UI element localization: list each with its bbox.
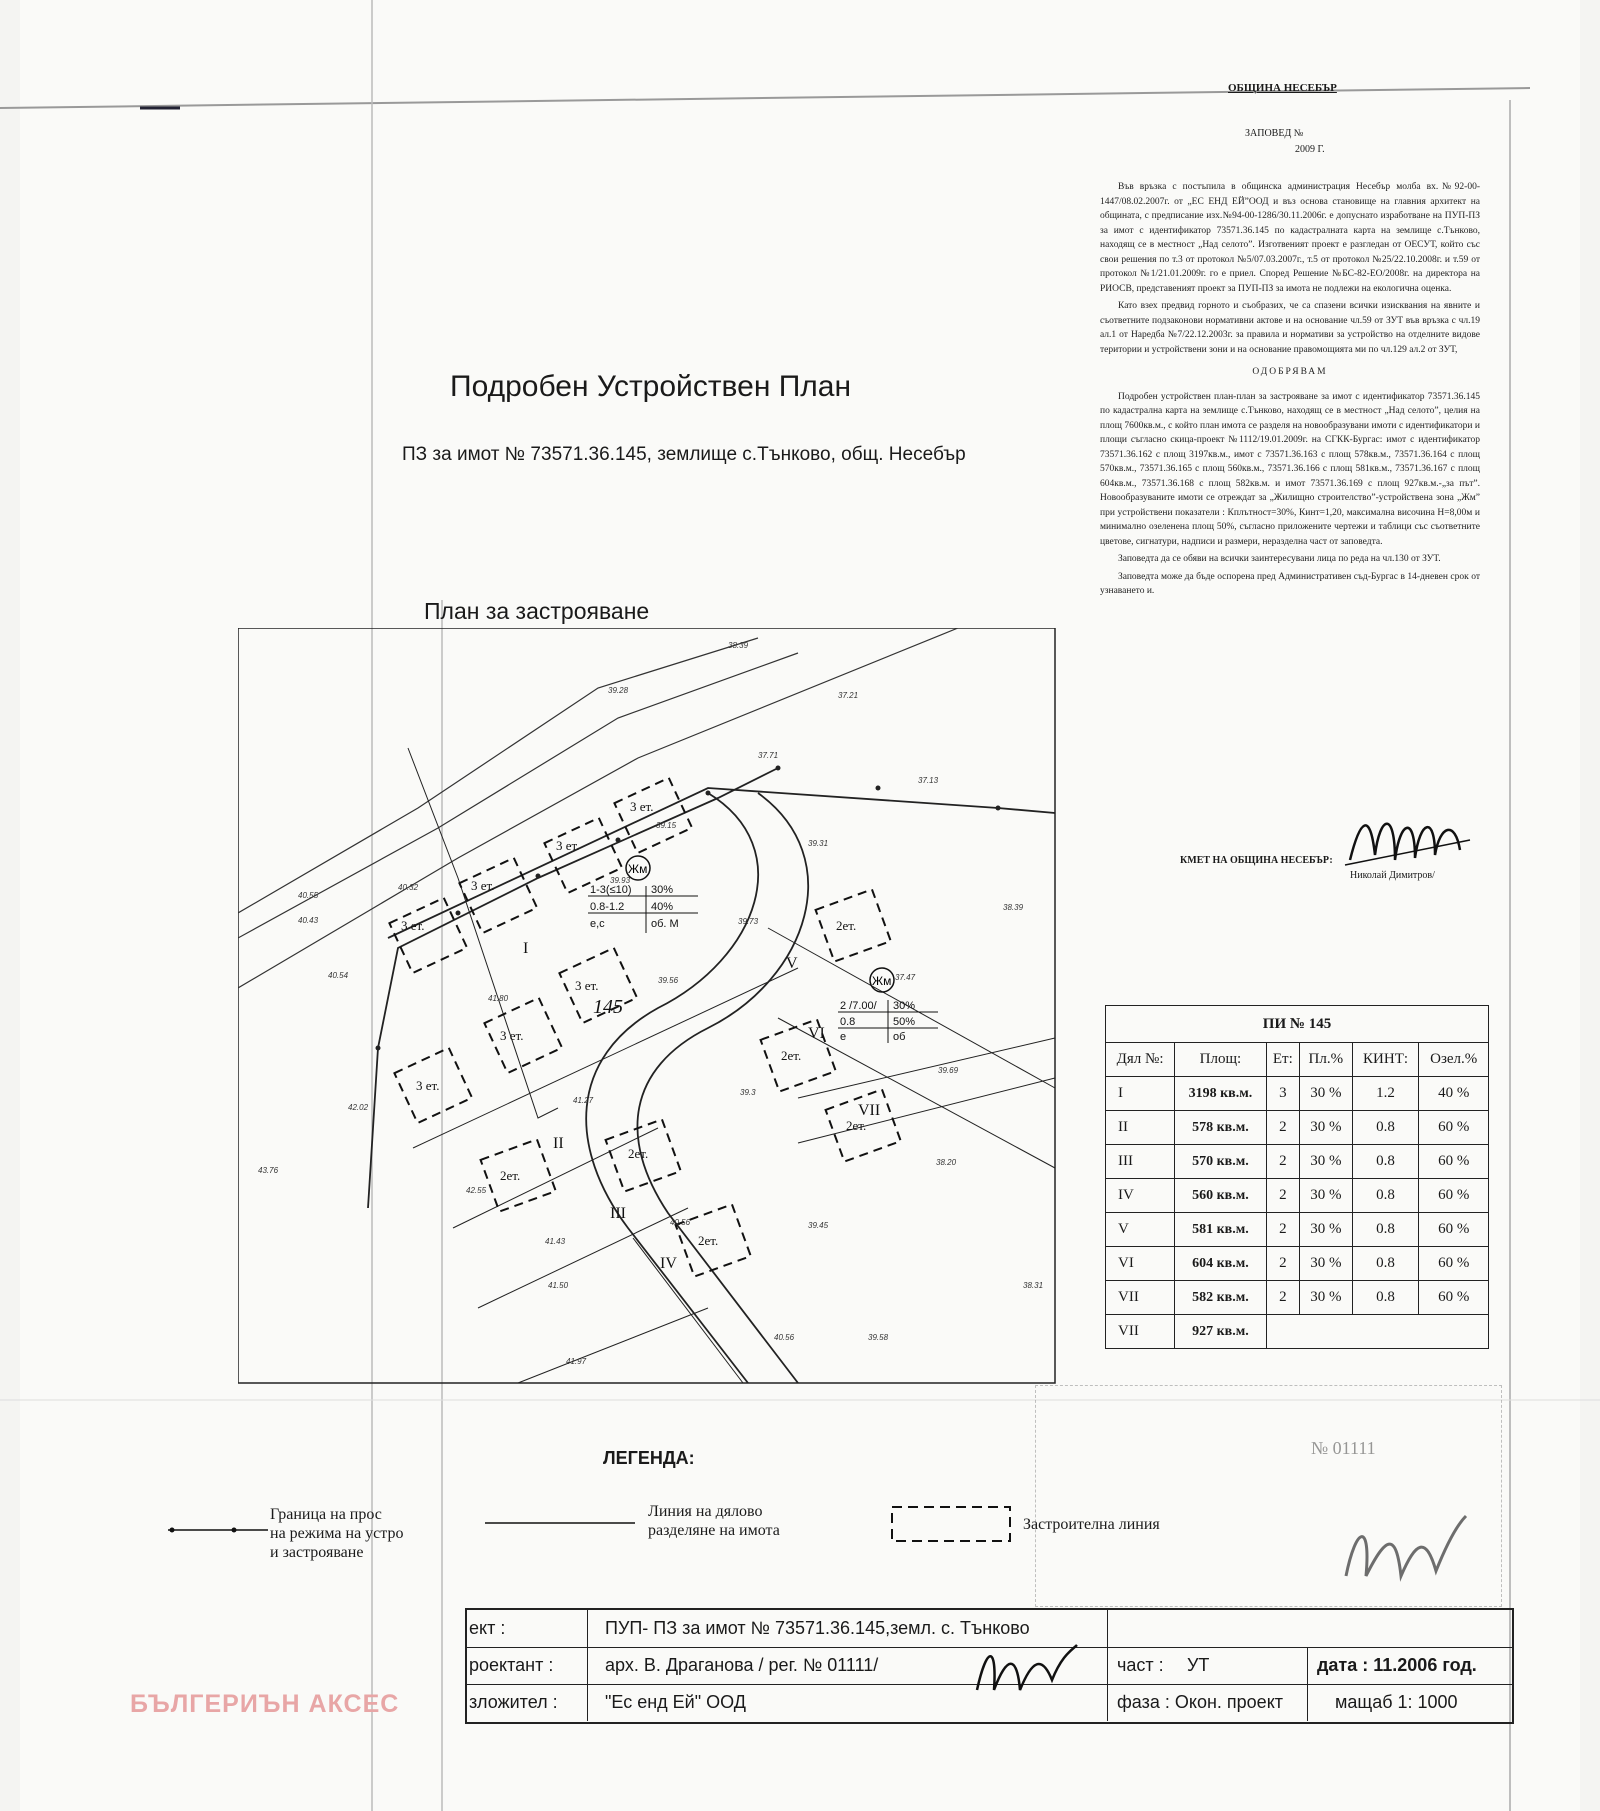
building-label: 2ет. [628, 1146, 649, 1161]
building-label: 3 ет. [556, 838, 580, 853]
mayor-name: Николай Димитров/ [1350, 870, 1435, 881]
svg-text:37.13: 37.13 [918, 776, 939, 785]
table-row: VI 604 кв.м. 2 30 % 0.8 60 % [1106, 1247, 1489, 1281]
road-edge-north [238, 638, 758, 913]
plot-number: 145 [593, 996, 623, 1018]
registration-stamp [1035, 1385, 1502, 1607]
svg-text:об: об [893, 1031, 906, 1043]
svg-text:41.43: 41.43 [545, 1237, 566, 1246]
zone-box-2 [838, 1000, 938, 1043]
lot-divider-1 [413, 968, 798, 1148]
lot-label: III [610, 1205, 626, 1222]
mayor-title: КМЕТ НА ОБЩИНА НЕСЕБЪР: [1180, 855, 1333, 866]
legend-division-label: Линия на дялово разделяне на имота [648, 1503, 780, 1539]
svg-text:42.55: 42.55 [466, 1186, 487, 1195]
scale-value: мащаб 1: 1000 [1335, 1692, 1458, 1712]
site-plan-map [238, 628, 1058, 1388]
svg-text:38.39: 38.39 [1003, 903, 1024, 912]
lot-label: V [786, 955, 798, 972]
order-year: 2009 Г. [1295, 144, 1325, 155]
svg-text:39.73: 39.73 [738, 917, 759, 926]
building-label: 2ет. [836, 918, 857, 933]
part-label: част : [1117, 1655, 1164, 1675]
municipality-header: ОБЩИНА НЕСЕБЪР [1228, 82, 1337, 94]
legend-building-line [890, 1505, 1012, 1543]
map-frame [238, 628, 1055, 1383]
svg-text:37.21: 37.21 [838, 691, 859, 700]
svg-text:37.47: 37.47 [895, 973, 916, 982]
cadastre-line [238, 628, 958, 988]
decree-text [1100, 180, 1480, 602]
table-title: ПИ № 145 [1106, 1006, 1489, 1043]
svg-text:39.15: 39.15 [656, 821, 677, 830]
part-value: УТ [1187, 1655, 1210, 1675]
svg-text:е: е [840, 1031, 847, 1043]
svg-text:30%: 30% [893, 1000, 916, 1012]
column-header: Озел.% [1419, 1043, 1489, 1077]
decree-intro: Във връзка с постъпила в общинска администрация Несебър молба вх.№92-00-1447/08.02.2007г. от „ЕС ЕНД ЕЙ”ООД и въз основа становище на главния архитект на общината, с предписание изх.№94-00-1286/30.11.2006г. е допуснато изработване на ПУП-ПЗ за имот с идентификатор 73571.36.145 по кадастралната карта на землище с.Тънково, находящ се в местност „Над селото”. Изготвеният проект е разгледан от ОЕСУТ, който със свои решения по т.3 от протокол №5/07.03.2007г., т.5 от протокол №25/22.10.2008г. и т.59 от протокол №1/21.01.2009г. го е приел. Според Решение №БС-82-ЕО/2008г. на директора на РИОСВ, представеният проект за ПУП-ПЗ за имота не подлежи на екологична оценка. [1100, 182, 1480, 294]
svg-text:39.45: 39.45 [808, 1221, 829, 1230]
mayor-signature [1340, 800, 1480, 880]
svg-text:40.55: 40.55 [298, 891, 319, 900]
lot-label: IV [660, 1255, 677, 1272]
decree-paragraph-4: Заповедта да се обяви на всички заинтересувани лица по реда на чл.130 от ЗУТ. [1118, 554, 1441, 564]
svg-text:39.3: 39.3 [740, 1088, 756, 1097]
building-label: 3 ет. [630, 799, 654, 814]
internal-road-east [637, 793, 808, 1383]
svg-text:е,с: е,с [590, 918, 605, 930]
plan-subtitle: ПЗ за имот № 73571.36.145, землище с.Тънково, общ. Несебър [402, 444, 966, 465]
lot-label: I [523, 940, 529, 957]
svg-text:30%: 30% [651, 884, 674, 896]
plot-index-table [1105, 1005, 1489, 1349]
svg-text:0.8: 0.8 [840, 1016, 856, 1028]
svg-text:39.31: 39.31 [808, 839, 829, 848]
svg-text:39.93: 39.93 [610, 876, 631, 885]
project-value: ПУП- ПЗ за имот № 73571.36.145,земл. с. Тънково [605, 1618, 1030, 1638]
svg-text:37.71: 37.71 [758, 751, 779, 760]
lot-divider-4 [518, 1308, 708, 1383]
table-row: IV 560 кв.м. 2 30 % 0.8 60 % [1106, 1179, 1489, 1213]
building-label: 3 ет. [416, 1078, 440, 1093]
stamp-signature [1336, 1506, 1476, 1596]
building-label: 2ет. [698, 1233, 719, 1248]
svg-text:39.58: 39.58 [868, 1333, 889, 1342]
decree-paragraph-3: Подробен устройствен план-план за застрояване за имот с идентификатор 73571.36.145 по кадастрална карта на землище с.Тънково, находящ се в местност „Над селото”, целия на площ 7600кв.м., с който план имота се разделя на новообразувани имоти с идентификатори и площи съгласно скица-проект №1112/19.01.2009г. на СГКК-Бургас: имот с идентификатор 73571.36.162 с площ 3197кв.м., имот с 73571.36.163 с площ 578кв.м., 73571.36.164 с площ 570кв.м., 73571.36.165 с площ 560кв.м., 73571.36.166 с площ 581кв.м., 73571.36.167 с площ 604кв.м., 73571.36.168 с площ 582кв.м. и имот 73571.36.169 с площ 927кв.м.-„за път”. Новообразуваните имоти се отреждат за „Жилищно строителство”-устройствена зона „Жм” при устройствени показатели : Кплътност=30%, Кинт=1,20, максимална височина Н=8,00м и минимално озеленена площ 50%, съгласно приложените чертежи и таблици със съответните цветове, сигнатури, надписи и размери, неразделна част от заповедта. [1100, 391, 1480, 547]
svg-text:41.27: 41.27 [573, 1096, 594, 1105]
designer-label: роектант : [469, 1655, 554, 1675]
legend-building-label: Застроителна линия [1023, 1516, 1160, 1533]
property-boundary [368, 768, 778, 1208]
building-label: 3 ет. [575, 978, 599, 993]
table-row: VII 582 кв.м. 2 30 % 0.8 60 % [1106, 1281, 1489, 1315]
column-header: Дял №: [1106, 1043, 1175, 1077]
building-lines-2-floor [481, 889, 901, 1276]
svg-text:0.8-1.2: 0.8-1.2 [590, 901, 625, 913]
svg-text:2 /7.00/: 2 /7.00/ [840, 1000, 877, 1012]
svg-text:39.28: 39.28 [608, 686, 629, 695]
svg-text:42.02: 42.02 [348, 1103, 369, 1112]
svg-text:40.56: 40.56 [670, 1218, 691, 1227]
lot-divider-3 [478, 1208, 688, 1308]
column-header: Пл.% [1299, 1043, 1352, 1077]
designer-signature [972, 1635, 1082, 1705]
date-value: дата : 11.2006 год. [1317, 1655, 1477, 1675]
road-inner [633, 1238, 743, 1383]
lot-divider-8 [798, 1078, 1055, 1143]
building-label: 2ет. [500, 1168, 521, 1183]
svg-text:43.76: 43.76 [258, 1166, 279, 1175]
column-header: Площ: [1175, 1043, 1267, 1077]
building-label: 2ет. [781, 1048, 802, 1063]
svg-text:41.80: 41.80 [488, 994, 509, 1003]
zone-label: Жм [628, 862, 648, 876]
table-row: V 581 кв.м. 2 30 % 0.8 60 % [1106, 1213, 1489, 1247]
property-boundary-2 [388, 788, 1055, 938]
client-value: "Ес енд Ей" ООД [605, 1692, 746, 1712]
building-label: 3 ет. [500, 1028, 524, 1043]
legend-boundary-label: Граница на прос на режима на устро и застрояване [270, 1506, 404, 1561]
table-row: II 578 кв.м. 2 30 % 0.8 60 % [1106, 1111, 1489, 1145]
svg-text:41.50: 41.50 [548, 1281, 569, 1290]
svg-text:40.43: 40.43 [298, 916, 319, 925]
svg-text:50%: 50% [893, 1016, 916, 1028]
table-row: VII 927 кв.м. [1106, 1315, 1489, 1349]
svg-text:об. М: об. М [651, 918, 679, 930]
svg-text:38.39: 38.39 [728, 641, 749, 650]
svg-text:38.31: 38.31 [1023, 1281, 1044, 1290]
zone-label: Жм [872, 974, 892, 988]
designer-value: арх. В. Драганова / рег. № 01111/ [605, 1655, 879, 1675]
title-block [465, 1608, 1514, 1724]
lot-label: VI [808, 1025, 825, 1042]
svg-text:40%: 40% [651, 901, 674, 913]
table-row: I 3198 кв.м. 3 30 % 1.2 40 % [1106, 1077, 1489, 1111]
column-header: Ет: [1266, 1043, 1299, 1077]
table-row: III 570 кв.м. 2 30 % 0.8 60 % [1106, 1145, 1489, 1179]
client-label: зложител : [469, 1692, 558, 1712]
project-label: ект : [469, 1618, 506, 1638]
decree-paragraph-2: Като взех предвид горното и съобразих, че са спазени всички изисквания на явните и съответните подзаконови нормативни актове и на основание чл.59 от ЗУТ във връзка с чл.19 ал.1 от Наредба №7/22.12.2003г. за правила и нормативи за устройство на отделните видове територии и устройствени зони и на основание правомощията ми по чл.129 ал.2 от ЗУТ, [1100, 301, 1480, 355]
building-label: 3 ет. [471, 878, 495, 893]
watermark: БЪЛГЕРИЪН АКСЕС [130, 1690, 400, 1718]
svg-text:39.69: 39.69 [938, 1066, 959, 1075]
table-header-row [1106, 1043, 1489, 1077]
lot-divider-7 [798, 1038, 1055, 1098]
building-label: 2ет. [846, 1118, 867, 1133]
svg-text:40.54: 40.54 [328, 971, 349, 980]
svg-text:39.56: 39.56 [658, 976, 679, 985]
order-number: ЗАПОВЕД № [1245, 128, 1304, 139]
building-plan-title: План за застрояване [424, 598, 650, 624]
svg-text:40.56: 40.56 [774, 1333, 795, 1342]
column-header: КИНТ: [1352, 1043, 1419, 1077]
legend-boundary-line [168, 1525, 268, 1535]
legend-division-line [485, 1520, 635, 1526]
svg-text:38.20: 38.20 [936, 1158, 957, 1167]
legend-title: ЛЕГЕНДА: [603, 1448, 695, 1468]
plan-main-title: Подробен Устройствен План [450, 370, 852, 403]
building-label: 3 ет. [401, 918, 425, 933]
phase-value: фаза : Окон. проект [1117, 1692, 1284, 1712]
svg-text:40.32: 40.32 [398, 883, 419, 892]
svg-text:41.97: 41.97 [566, 1357, 587, 1366]
svg-text:1-3(≤10): 1-3(≤10) [590, 884, 632, 896]
stamp-reg-number: № 01111 [1311, 1438, 1376, 1458]
lot-label: VII [858, 1102, 881, 1119]
lot-label: II [553, 1135, 564, 1152]
zone-box-1 [588, 884, 698, 933]
decree-approve: ОДОБРЯВАМ [1252, 367, 1328, 377]
road-edge-north-2 [238, 653, 798, 938]
lot-divider-9 [408, 748, 558, 1118]
decree-paragraph-5: Заповедта може да бъде оспорена пред Административен съд-Бургас в 14-дневен срок от узнаването и. [1100, 571, 1480, 596]
